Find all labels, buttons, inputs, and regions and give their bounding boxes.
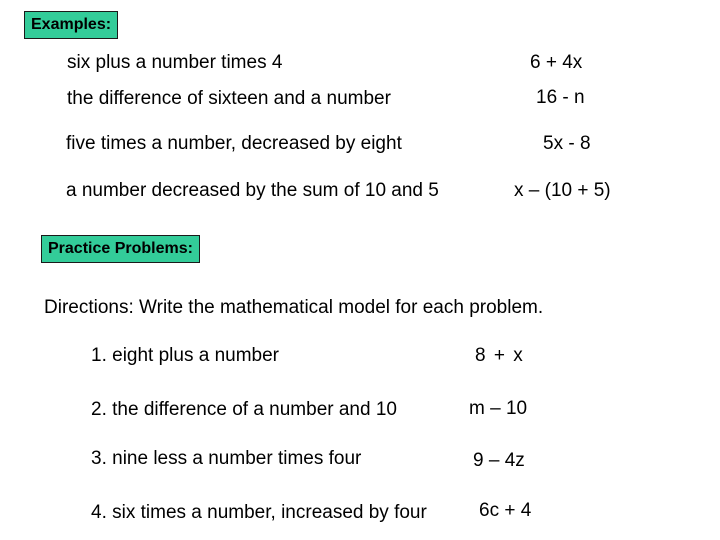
example-3-phrase: five times a number, decreased by eight <box>66 133 402 154</box>
example-4-phrase: a number decreased by the sum of 10 and 5 <box>66 180 439 201</box>
example-3-answer: 5x - 8 <box>543 133 591 154</box>
example-1-answer: 6 + 4x <box>530 52 583 73</box>
practice-2-phrase: 2. the difference of a number and 10 <box>91 399 397 420</box>
practice-3-phrase: 3. nine less a number times four <box>91 448 362 469</box>
example-1-phrase: six plus a number times 4 <box>67 52 283 73</box>
examples-label: Examples: <box>24 11 118 39</box>
example-2-answer: 16 - n <box>536 87 585 108</box>
practice-1-phrase: 1. eight plus a number <box>91 345 280 366</box>
practice-4-phrase: 4. six times a number, increased by four <box>91 502 427 523</box>
example-2-phrase: the difference of sixteen and a number <box>67 88 391 109</box>
example-4-answer: x – (10 + 5) <box>514 180 611 201</box>
practice-4-answer: 6c + 4 <box>479 500 532 521</box>
practice-problems-label: Practice Problems: <box>41 235 200 263</box>
directions-text: Directions: Write the mathematical model for each problem. <box>44 297 544 318</box>
practice-1-answer: 8 + x <box>475 345 523 366</box>
practice-3-answer: 9 – 4z <box>473 450 525 471</box>
practice-2-answer: m – 10 <box>469 398 528 419</box>
